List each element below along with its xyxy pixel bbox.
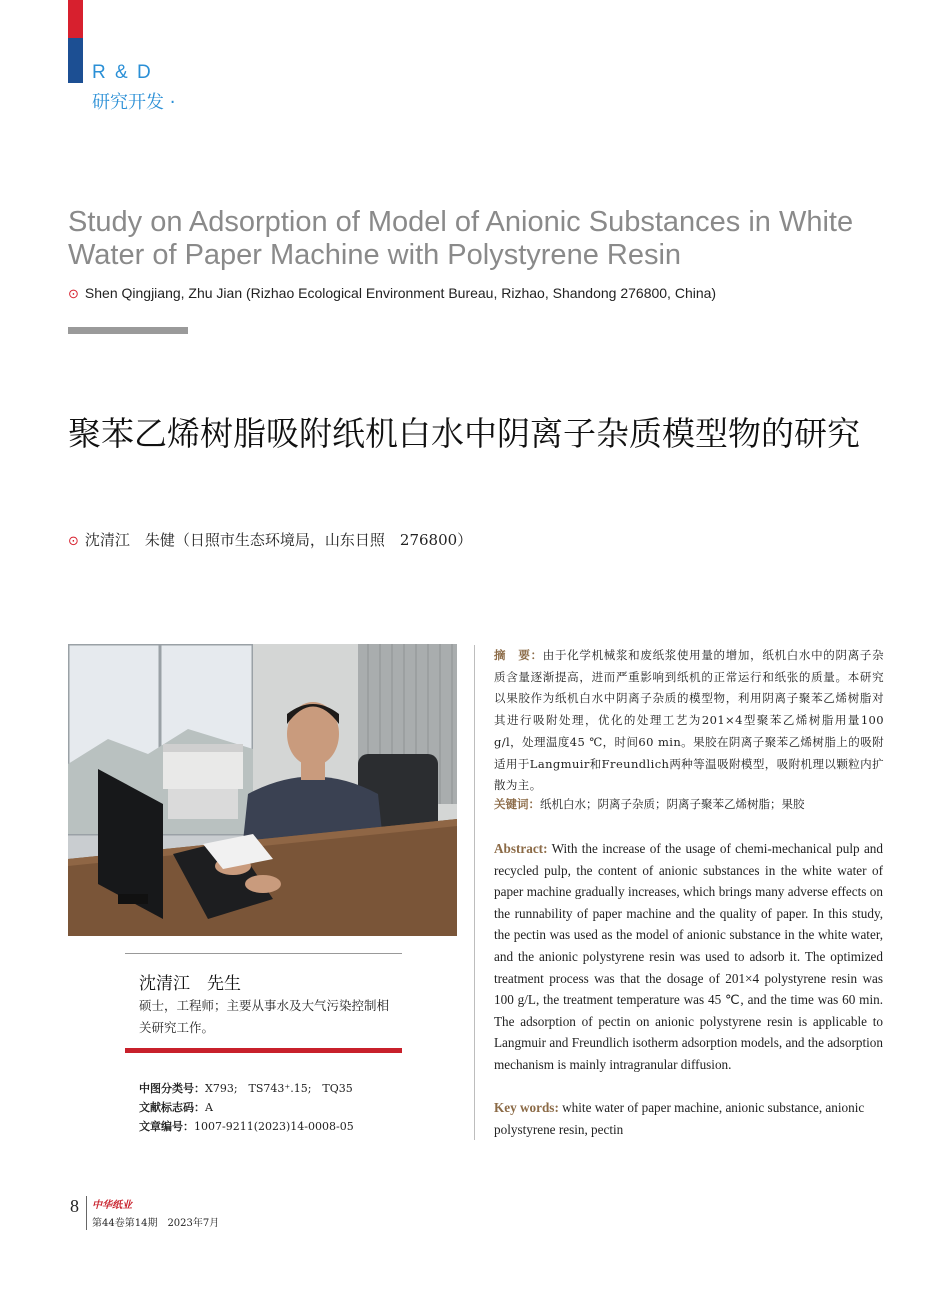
chinese-keywords (494, 796, 884, 812)
classification-value: 1007-9211(2023)14-0008-05 (194, 1120, 354, 1133)
header-blue-bar (68, 38, 83, 83)
english-title: Study on Adsorption of Model of Anionic Substances in White Water of Paper Machine with Polystyrene Resin (68, 206, 854, 271)
classification-label: 文献标志码： (139, 1101, 205, 1114)
journal-name: 中华纸业 (92, 1200, 132, 1211)
chinese-abstract (494, 645, 884, 797)
chinese-affiliation: （日照市生态环境局，山东日照 276800） (174, 531, 473, 549)
page-number: 8 (70, 1196, 79, 1216)
chinese-authors (68, 529, 472, 550)
chinese-abstract-text: 由于化学机械浆和废纸浆使用量的增加，纸机白水中的阴离子杂质含量逐渐提高，进而严重影响到纸机的正常运行和纸张的质量。本研究以果胶作为纸机白水中阴离子杂质的模型物，利用阴离子聚苯乙烯树脂对其进行吸附处理，优化的处理工艺为201×4型聚苯乙烯树脂用量100 g/l，处理温度45 ℃，时间60 min。果胶在阴离子聚苯乙烯树脂上的吸附适用于Langmuir和Freundlich两种等温吸附模型，吸附机理以颗粒内扩散为主。 (494, 648, 884, 793)
chinese-author-names: 沈清江 朱健 (84, 531, 175, 549)
classification-label: 中图分类号： (139, 1082, 205, 1095)
issue-info: 第44卷第14期 2023年7月 (92, 1218, 220, 1229)
bio-text: 硕士，工程师；主要从事水及大气污染控制相关研究工作。 (139, 998, 390, 1035)
english-abstract-text: With the increase of the usage of chemi-mechanical pulp and recycled pulp, the content of anionic substances in the white water of paper machine gradually increases, which brings many adverse effects on the runnability of paper machine and the quality of paper. In this study, the pectin was used as the model of anionic substance in the white water, and the anionic polystyrene resin was used to adsorb it. The optimized treatment process was that the dosage of 201×4 polystyrene resin was 100 g/L, the treatment temperature was 45 ℃, and the time was 60 min. The adsorption of pectin on anionic polystyrene resin is applicable to Langmuir and Freundlich isotherm adsorption models, and the adsorption mechanism is mainly intragranular diffusion. (494, 841, 883, 1072)
author-photo (68, 644, 457, 936)
bio-top-rule (125, 953, 402, 954)
classification-row (139, 1080, 353, 1096)
bio-red-rule (125, 1048, 402, 1053)
chinese-keywords-label: 关键词： (494, 797, 540, 811)
english-abstract-label: Abstract: (494, 841, 548, 856)
bullet-circle-icon: ⊙ (68, 286, 79, 301)
english-authors (68, 285, 716, 302)
bullet-circle-icon: ⊙ (68, 534, 79, 549)
english-abstract (494, 838, 883, 1076)
classification-value: X793; TS743⁺.15; TQ35 (205, 1082, 353, 1095)
grey-divider (68, 327, 188, 334)
footer-divider (86, 1196, 87, 1230)
classification-row (139, 1099, 213, 1115)
chinese-keywords-text: 纸机白水；阴离子杂质；阴离子聚苯乙烯树脂；果胶 (540, 797, 805, 811)
section-label-cn: 研究开发 · (92, 92, 176, 113)
classification-row (139, 1118, 354, 1134)
english-keywords-label: Key words: (494, 1100, 559, 1115)
classification-label: 文章编号： (139, 1120, 194, 1133)
chinese-title: 聚苯乙烯树脂吸附纸机白水中阴离子杂质模型物的研究 (68, 414, 860, 453)
bio-name: 沈清江 先生 (139, 974, 241, 994)
section-label-en: R & D (92, 62, 153, 83)
column-separator (474, 645, 475, 1140)
chinese-abstract-label: 摘 要： (494, 648, 543, 662)
header-red-bar (68, 0, 83, 38)
english-keywords-text: white water of paper machine, anionic substance, anionic polystyrene resin, pectin (494, 1100, 865, 1137)
classification-value: A (205, 1101, 213, 1114)
english-authors-text: Shen Qingjiang, Zhu Jian (Rizhao Ecological Environment Bureau, Rizhao, Shandong 276800, China) (84, 285, 717, 301)
english-keywords (494, 1097, 883, 1140)
